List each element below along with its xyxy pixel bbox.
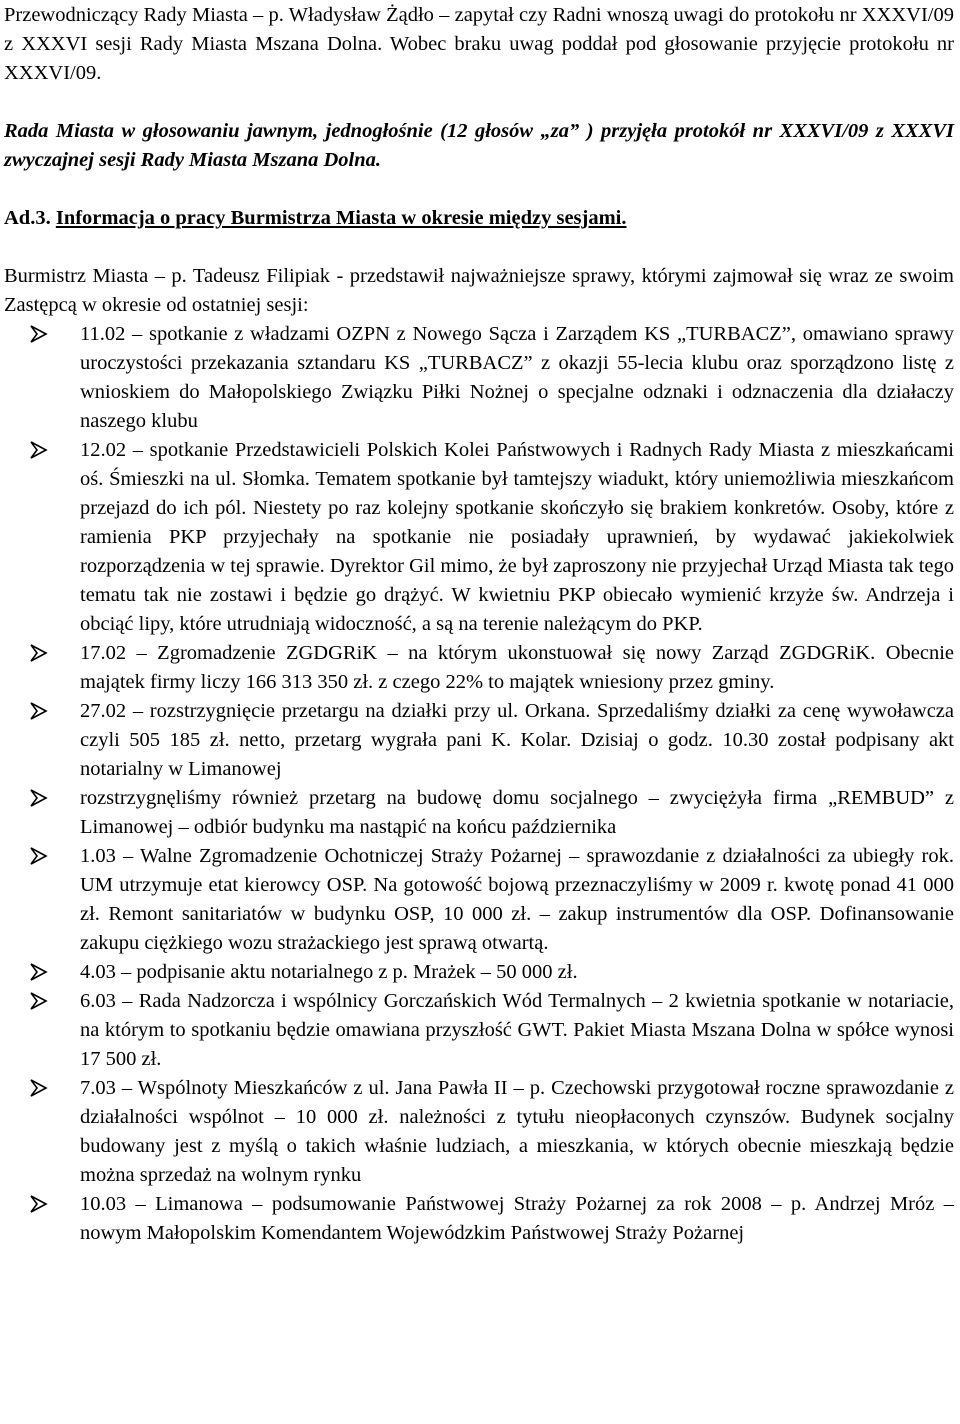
agenda-title: Informacja o pracy Burmistrza Miasta w okresie między sesjami.: [55, 207, 627, 229]
list-item-text: 4.03 – podpisanie aktu notarialnego z p. Mrażek – 50 000 zł.: [80, 961, 578, 983]
agenda-heading: [4, 204, 954, 233]
list-item-text: 17.02 – Zgromadzenie ZGDGRiK – na którym ukonstuował się nowy Zarząd ZGDGRiK. Obecnie majątek firmy liczy 166 313 350 zł. z czego 22% to majątek wniesiony przez gminy.: [80, 642, 954, 693]
resolution-paragraph: Rada Miasta w głosowaniu jawnym, jednogłośnie (12 głosów „za” ) przyjęła protokół nr XXXVI/09 z XXXVI zwyczajnej sesji Rady Miasta Mszana Dolna.: [4, 120, 954, 171]
list-item-text: 10.03 – Limanowa – podsumowanie Państwowej Straży Pożarnej za rok 2008 – p. Andrzej Mróz – nowym Małopolskim Komendantem Wojewódzkim Państwowej Straży Pożarnej: [80, 1193, 954, 1244]
activity-list: [4, 320, 954, 1248]
agenda-number: Ad.3.: [4, 207, 51, 229]
list-item: [4, 639, 954, 697]
arrow-bullet-icon: [30, 441, 48, 459]
list-item-text: 7.03 – Wspólnoty Mieszkańców z ul. Jana Pawła II – p. Czechowski przygotował roczne sprawozdanie z działalności wspólnot – 10 000 zł. należności z tytułu nieopłaconych czynszów. Budynek socjalny budowany jest z myślą o takich właśnie ludziach, a mieszkania, w których obecnie mieszkają będzie można sprzedaż na wolnym rynku: [80, 1077, 954, 1186]
list-item: [4, 1190, 954, 1248]
arrow-bullet-icon: [30, 847, 48, 865]
list-item: [4, 697, 954, 784]
arrow-bullet-icon: [30, 1195, 48, 1213]
list-item: [4, 320, 954, 436]
document-page: [4, 0, 954, 1248]
list-item-text: 27.02 – rozstrzygnięcie przetargu na działki przy ul. Orkana. Sprzedaliśmy działki za cenę wywoławcza czyli 505 185 zł. netto, przetarg wygrała pani K. Kolar. Dzisiaj o godz. 10.30 został podpisany akt notarialny w Limanowej: [80, 700, 954, 780]
intro-paragraph: Przewodniczący Rady Miasta – p. Władysław Żądło – zapytał czy Radni wnoszą uwagi do protokołu nr XXXVI/09 z XXXVI sesji Rady Miasta Mszana Dolna. Wobec braku uwag poddał pod głosowanie przyjęcie protokołu nr XXXVI/09.: [4, 4, 954, 84]
list-item: [4, 987, 954, 1074]
arrow-bullet-icon: [30, 992, 48, 1010]
list-item-text: 11.02 – spotkanie z władzami OZPN z Nowego Sącza i Zarządem KS „TURBACZ”, omawiano sprawy uroczystości przekazania sztandaru KS „TURBACZ” z okazji 55-lecia klubu oraz sporządzono listę z wnioskiem do Małopolskiego Związku Piłki Nożnej o specjalne odznaki i odznaczenia dla działaczy naszego klubu: [80, 323, 954, 432]
list-item-text: 12.02 – spotkanie Przedstawicieli Polskich Kolei Państwowych i Radnych Rady Miasta z mieszkańcami oś. Śmieszki na ul. Słomka. Tematem spotkanie był tamtejszy wiadukt, który uniemożliwia mieszkańcom przejazd do ich pól. Niestety po raz kolejny spotkanie skończyło się brakiem konkretów. Osoby, które z ramienia PKP przyjechały na spotkanie nie posiadały uprawnień, by wydawać jakiekolwiek rozporządzenia w tej sprawie. Dyrektor Gil mimo, że był zaproszony nie przyjechał Urząd Miasta tak tego tematu tak nie zostawi i będzie go drążyć. W kwietniu PKP obiecało wymienić krzyże św. Andrzeja i obciąć lipy, które utrudniają widoczność, a są na terenie należącym do PKP.: [80, 439, 954, 635]
arrow-bullet-icon: [30, 789, 48, 807]
list-item: [4, 958, 954, 987]
arrow-bullet-icon: [30, 702, 48, 720]
arrow-bullet-icon: [30, 325, 48, 343]
arrow-bullet-icon: [30, 644, 48, 662]
list-item: [4, 842, 954, 958]
list-item-text: 1.03 – Walne Zgromadzenie Ochotniczej Straży Pożarnej – sprawozdanie z działalności za ubiegły rok. UM utrzymuje etat kierowcy OSP. Na gotowość bojową przeznaczyliśmy w 2009 r. kwotę ponad 41 000 zł. Remont sanitariatów w budynku OSP, 10 000 zł. – zakup instrumentów dla OSP. Dofinansowanie zakupu ciężkiego wozu strażackiego jest sprawą otwartą.: [80, 845, 954, 954]
list-item: [4, 1074, 954, 1190]
list-item-text: 6.03 – Rada Nadzorcza i wspólnicy Gorczańskich Wód Termalnych – 2 kwietnia spotkanie w notariacie, na którym to spotkaniu będzie omawiana przyszłość GWT. Pakiet Miasta Mszana Dolna w spółce wynosi 17 500 zł.: [80, 990, 954, 1070]
list-item: [4, 784, 954, 842]
arrow-bullet-icon: [30, 963, 48, 981]
list-item: [4, 436, 954, 639]
arrow-bullet-icon: [30, 1079, 48, 1097]
report-intro-paragraph: Burmistrz Miasta – p. Tadeusz Filipiak - przedstawił najważniejsze sprawy, którymi zajmował się wraz ze swoim Zastępcą w okresie od ostatniej sesji:: [4, 265, 954, 316]
list-item-text: rozstrzygnęliśmy również przetarg na budowę domu socjalnego – zwyciężyła firma „REMBUD” z Limanowej – odbiór budynku ma nastąpić na końcu października: [80, 787, 954, 838]
